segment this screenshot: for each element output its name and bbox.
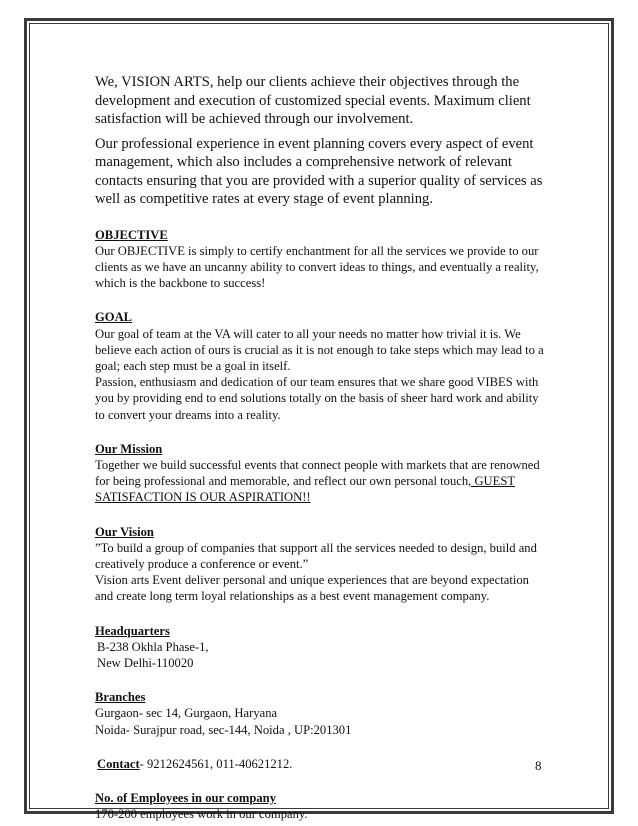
- branch-noida: Noida- Surajpur road, sec-144, Noida , UP:201301: [95, 722, 352, 737]
- contact-value: - 9212624561, 011-40621212.: [139, 756, 293, 771]
- vision-text: Vision arts Event deliver personal and unique experiences that are beyond expectation and create long term loyal relationships as a best event management company.: [95, 573, 529, 604]
- branch-gurgaon: Gurgaon- sec 14, Gurgaon, Haryana: [95, 706, 278, 721]
- mission-section: [95, 441, 545, 506]
- page-number: 8: [535, 758, 542, 773]
- branches-section: [95, 689, 545, 738]
- objective-section: [95, 227, 545, 292]
- goal-section: [95, 309, 545, 422]
- page-content: [95, 73, 545, 822]
- objective-text: Our OBJECTIVE is simply to certify enchantment for all the services we provide to our clients as we have an uncanny ability to convert ideas to things, and eventually a reality, which is the backbone to success!: [95, 243, 539, 291]
- goal-paragraph-1: Our goal of team at the VA will cater to all your needs no matter how trivial it is. We believe each action of ours is crucial as it is not enough to take steps which may lead to a goal; each step must be a goal in itself.: [95, 326, 544, 373]
- goal-heading: GOAL: [95, 310, 133, 325]
- headquarters-heading: Headquarters: [95, 623, 170, 638]
- mission-heading: Our Mission: [95, 441, 163, 456]
- vision-section: [95, 524, 545, 605]
- contact-section: [95, 756, 545, 772]
- headquarters-address-line-1: B-238 Okhla Phase-1,: [97, 639, 209, 654]
- mission-paragraph: [95, 457, 545, 506]
- branches-heading: Branches: [95, 690, 146, 705]
- contact-line: [95, 756, 545, 772]
- employees-section: [95, 790, 545, 822]
- objective-heading: OBJECTIVE: [95, 227, 168, 242]
- vision-heading: Our Vision: [95, 524, 154, 539]
- vision-quote: ”To build a group of companies that support all the services needed to design, build and creatively produce a conference or event.”: [95, 540, 537, 571]
- contact-label: Contact: [97, 756, 140, 771]
- headquarters-address-line-2: New Delhi-110020: [97, 655, 194, 670]
- mission-emphasis: , GUEST SATISFACTION IS OUR ASPIRATION!!: [95, 474, 516, 505]
- goal-paragraph-2: Passion, enthusiasm and dedication of our team ensures that we share good VIBES with you by providing end to end solutions totally on the basis of sheer hard work and ability to convert your dreams into a reality.: [95, 375, 539, 422]
- employees-heading: No. of Employees in our company: [95, 790, 276, 805]
- intro-paragraph-1: We, VISION ARTS, help our clients achieve their objectives through the development and execution of customized special events. Maximum client satisfaction will be achieved through our involvement.: [95, 74, 531, 127]
- employees-text: 170-200 employees work in our company.: [95, 807, 308, 822]
- mission-text: Together we build successful events that connect people with markets that are renowned for being professional and memorable, and reflect our own personal touch: [95, 457, 540, 489]
- headquarters-section: [95, 623, 545, 672]
- intro-paragraph-2: Our professional experience in event planning covers every aspect of event management, which also includes a comprehensive network of relevant contacts ensuring that you are provided with a superior quality of services as well as competitive rates at every stage of event planning.: [95, 135, 543, 207]
